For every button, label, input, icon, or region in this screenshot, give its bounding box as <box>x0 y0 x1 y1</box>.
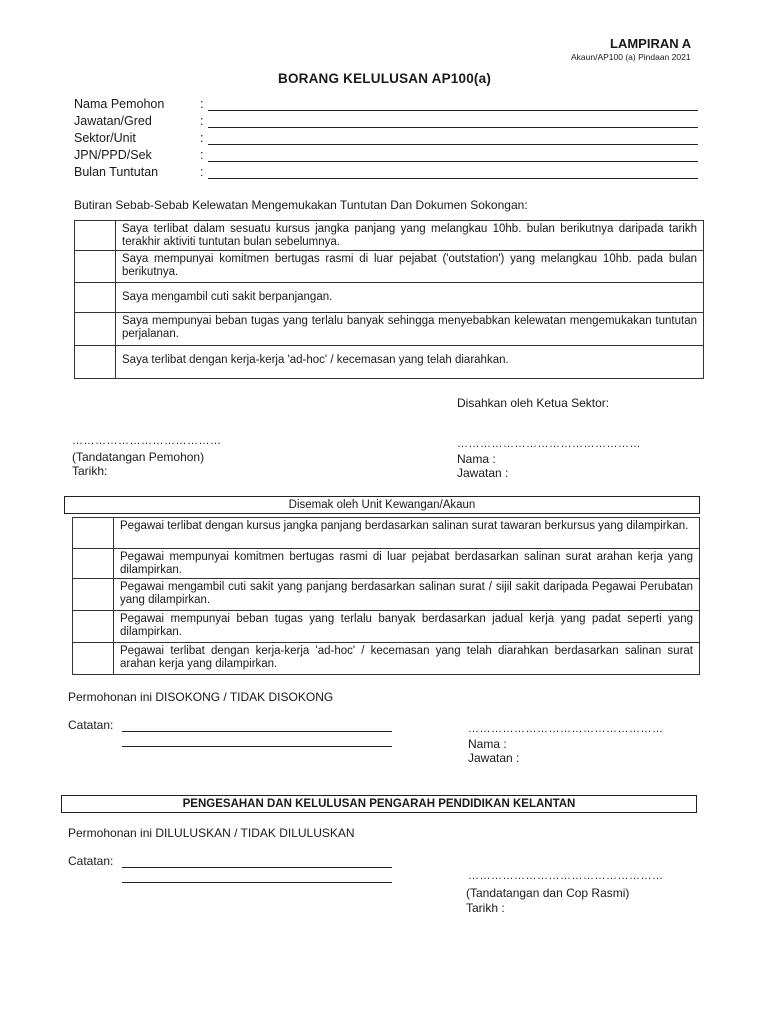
field-line[interactable] <box>208 161 698 162</box>
field-colon: : <box>200 114 204 128</box>
form-reference: Akaun/AP100 (a) Pindaan 2021 <box>571 52 691 62</box>
checklist-text: Saya mempunyai komitmen bertugas rasmi di luar pejabat ('outstation') yang melangkau 10hb. pada bulan berikutnya. <box>116 251 704 283</box>
applicant-signature-line[interactable]: ………………………………… <box>72 435 222 447</box>
field-line[interactable] <box>208 144 698 145</box>
field-jpn-ppd-sek[interactable] <box>74 148 698 164</box>
checklist-text: Saya mengambil cuti sakit berpanjangan. <box>116 283 704 313</box>
field-sektor-unit[interactable] <box>74 131 698 147</box>
checkbox[interactable] <box>73 518 114 549</box>
checkbox[interactable] <box>73 549 114 579</box>
field-colon: : <box>200 148 204 162</box>
checkbox[interactable] <box>73 579 114 611</box>
field-colon: : <box>200 97 204 111</box>
checkbox[interactable] <box>73 611 114 643</box>
sector-nama-label: Nama : <box>457 452 496 466</box>
field-label: JPN/PPD/Sek <box>74 148 152 162</box>
checklist-row <box>75 283 704 313</box>
field-colon: : <box>200 165 204 179</box>
field-nama-pemohon[interactable] <box>74 97 698 113</box>
director-signature-label: (Tandatangan dan Cop Rasmi) <box>466 886 630 900</box>
applicant-date-label: Tarikh: <box>72 464 108 478</box>
finance-checklist <box>72 517 700 675</box>
checkbox[interactable] <box>73 643 114 675</box>
checkbox[interactable] <box>75 251 116 283</box>
checkbox[interactable] <box>75 221 116 251</box>
director-date-label: Tarikh : <box>466 901 505 915</box>
checklist-text: Saya terlibat dalam sesuatu kursus jangka panjang yang melangkau 10hb. bulan berikutnya daripada tarikh terakhir aktiviti tuntutan bulan sebelumnya. <box>116 221 704 251</box>
checklist-text: Pegawai terlibat dengan kursus jangka panjang berdasarkan salinan surat tawaran berkursus yang dilampirkan. <box>114 518 700 549</box>
checklist-text: Pegawai terlibat dengan kerja-kerja 'ad-hoc' / kecemasan yang telah diarahkan berdasarkan salinan surat arahan kerja yang dilampirkan. <box>114 643 700 675</box>
approval-catatan-label: Catatan: <box>68 854 114 868</box>
checklist-row <box>73 579 700 611</box>
checklist-row <box>75 251 704 283</box>
approval-section-title: PENGESAHAN DAN KELULUSAN PENGARAH PENDIDIKAN KELANTAN <box>61 795 697 813</box>
checkbox[interactable] <box>75 313 116 346</box>
checklist-row <box>73 611 700 643</box>
checklist-text: Pegawai mempunyai komitmen bertugas rasmi di luar pejabat berdasarkan salinan surat arahan kerja yang dilampirkan. <box>114 549 700 579</box>
checklist-row <box>73 549 700 579</box>
finance-section-title: Disemak oleh Unit Kewangan/Akaun <box>64 496 700 514</box>
checklist-text: Saya mempunyai beban tugas yang terlalu banyak sehingga menyebabkan kelewatan mengemukakan tuntutan perjalanan. <box>116 313 704 346</box>
checklist-row <box>75 346 704 379</box>
checkbox[interactable] <box>75 283 116 313</box>
form-title: BORANG KELULUSAN AP100(a) <box>278 71 492 86</box>
field-label: Nama Pemohon <box>74 97 165 111</box>
checklist-row <box>75 221 704 251</box>
finance-jawatan-label: Jawatan : <box>468 751 520 765</box>
field-label: Sektor/Unit <box>74 131 136 145</box>
checkbox[interactable] <box>75 346 116 379</box>
director-signature-line[interactable]: …………………………………………… <box>468 870 664 882</box>
field-jawatan-gred[interactable] <box>74 114 698 130</box>
field-bulan-tuntutan[interactable] <box>74 165 698 181</box>
applicant-signature-label: (Tandatangan Pemohon) <box>72 450 205 464</box>
checklist-text: Saya terlibat dengan kerja-kerja 'ad-hoc' / kecemasan yang telah diarahkan. <box>116 346 704 379</box>
approval-catatan-line-1[interactable] <box>122 867 392 868</box>
checklist-text: Pegawai mempunyai beban tugas yang terlalu banyak berdasarkan jadual kerja yang padat seperti yang dilampirkan. <box>114 611 700 643</box>
sector-jawatan-label: Jawatan : <box>457 466 509 480</box>
approval-decision-text: Permohonan ini DILULUSKAN / TIDAK DILULUSKAN <box>68 826 355 840</box>
checklist-text: Pegawai mengambil cuti sakit yang panjang berdasarkan salinan surat / sijil sakit daripada Pegawai Perubatan yang dilampirkan. <box>114 579 700 611</box>
field-label: Bulan Tuntutan <box>74 165 159 179</box>
sector-confirm-heading: Disahkan oleh Ketua Sektor: <box>457 396 610 410</box>
finance-catatan-label: Catatan: <box>68 718 114 732</box>
finance-catatan-line-1[interactable] <box>122 731 392 732</box>
reasons-checklist <box>74 220 704 379</box>
finance-nama-label: Nama : <box>468 737 507 751</box>
field-line[interactable] <box>208 110 698 111</box>
field-label: Jawatan/Gred <box>74 114 152 128</box>
checklist-row <box>73 643 700 675</box>
approval-catatan-line-2[interactable] <box>122 882 392 883</box>
sector-signature-line[interactable]: ………………………………………… <box>457 438 641 450</box>
reasons-intro: Butiran Sebab-Sebab Kelewatan Mengemukakan Tuntutan Dan Dokumen Sokongan: <box>74 198 528 212</box>
field-colon: : <box>200 131 204 145</box>
field-line[interactable] <box>208 127 698 128</box>
checklist-row <box>75 313 704 346</box>
field-line[interactable] <box>208 178 698 179</box>
finance-catatan-line-2[interactable] <box>122 746 392 747</box>
lampiran-label: LAMPIRAN A <box>610 36 692 51</box>
support-decision-text: Permohonan ini DISOKONG / TIDAK DISOKONG <box>68 690 334 704</box>
checklist-row <box>73 518 700 549</box>
finance-signature-line[interactable]: …………………………………………… <box>468 723 664 735</box>
